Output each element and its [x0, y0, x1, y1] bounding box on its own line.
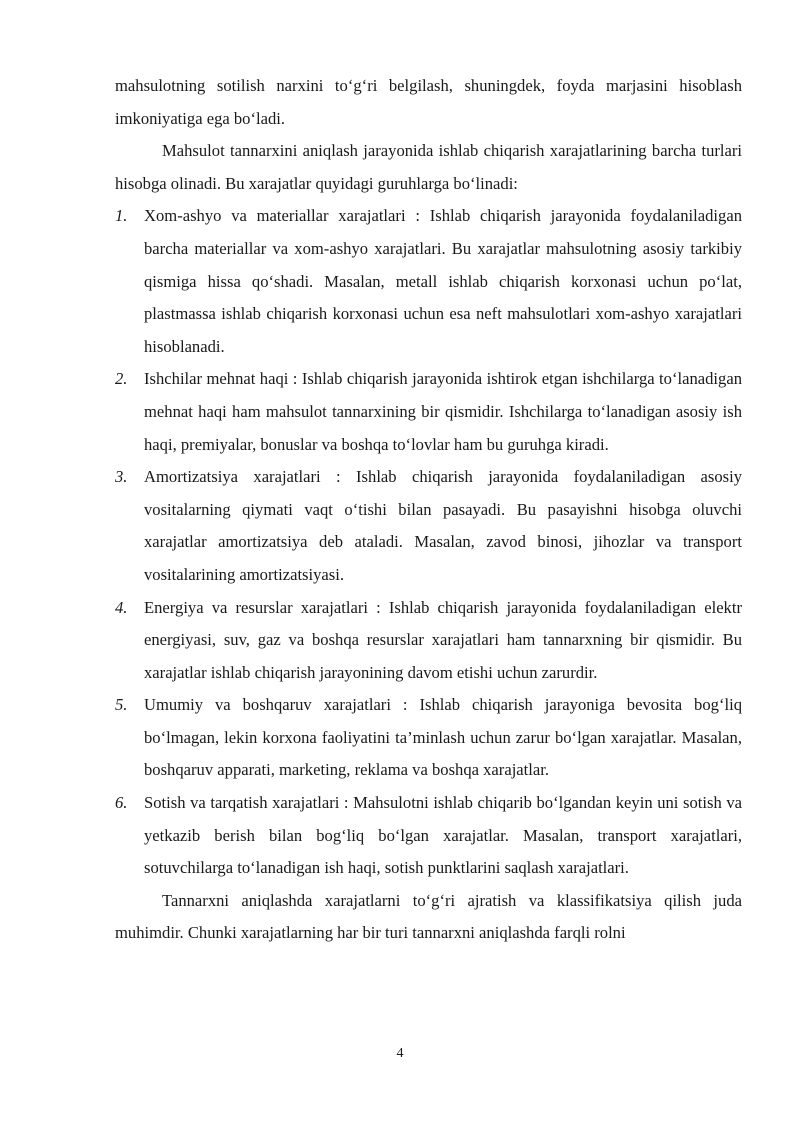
list-item-text: Umumiy va boshqaruv xarajatlari : Ishlab chiqarish jarayoniga bevosita bog‘liq bo‘lmagan, lekin korxona faoliyatini ta’minlash uchun zarur bo‘lgan xarajatlar. Masalan, boshqaruv apparati, marketing, reklama va boshqa xarajatlar. [144, 695, 742, 780]
list-item [115, 363, 742, 461]
list-item-number: 1. [115, 206, 128, 226]
list-item-text: Ishchilar mehnat haqi : Ishlab chiqarish jarayonida ishtirok etgan ishchilarga to‘lanadigan mehnat haqi ham mahsulot tannarxining bir qismidir. Ishchilarga to‘lanadigan asosiy ish haqi, premiyalar, bonuslar va boshqa to‘lovlar ham bu guruhga kiradi. [144, 369, 742, 454]
list-item-number: 2. [115, 369, 128, 389]
list-item-number: 3. [115, 467, 128, 487]
list-item-text: Sotish va tarqatish xarajatlari : Mahsulotni ishlab chiqarib bo‘lgandan keyin uni sotish va yetkazib berish bilan bog‘liq bo‘lgan xarajatlar. Masalan, transport xarajatlari, sotuvchilarga to‘lanadigan ish haqi, sotish punktlarini saqlash xarajatlari. [144, 793, 742, 878]
list-item-text: Amortizatsiya xarajatlari : Ishlab chiqarish jarayonida foydalaniladigan asosiy vositalarning qiymati vaqt o‘tishi bilan pasayadi. Bu pasayishni hisobga oluvchi xarajatlar amortizatsiya deb ataladi. Masalan, zavod binosi, jihozlar va transport vositalarining amortizatsiyasi. [144, 467, 742, 584]
list-item-text: Energiya va resurslar xarajatlari : Ishlab chiqarish jarayonida foydalaniladigan elektr energiyasi, suv, gaz va boshqa resurslar xarajatlari ham tannarxning bir qismidir. Bu xarajatlar ishlab chiqarish jarayonining davom etishi uchun zarurdir. [144, 597, 742, 682]
paragraph-intro: Mahsulot tannarxini aniqlash jarayonida ishlab chiqarish xarajatlarining barcha turlari hisobga olinadi. Bu xarajatlar quyidagi guruhlarga bo‘linadi: [115, 141, 742, 193]
list-item-text: Xom-ashyo va materiallar xarajatlari : Ishlab chiqarish jarayonida foydalaniladigan barcha materiallar va xom-ashyo xarajatlari. Bu xarajatlar mahsulotning asosiy tarkibiy qismiga hissa qo‘shadi. Masalan, metall ishlab chiqarish korxonasi uchun po‘lat, plastmassa ishlab chiqarish korxonasi uchun esa neft mahsulotlari xom-ashyo xarajatlari hisoblanadi. [144, 206, 742, 356]
cost-groups-list [115, 200, 742, 884]
list-item [115, 689, 742, 787]
list-item [115, 200, 742, 363]
paragraph-continuation: mahsulotning sotilish narxini to‘g‘ri belgilash, shuningdek, foyda marjasini hisoblash imkoniyatiga ega bo‘ladi. [115, 76, 742, 128]
list-item-number: 6. [115, 793, 128, 813]
list-item [115, 592, 742, 690]
page-number: 4 [396, 1046, 404, 1061]
list-item [115, 461, 742, 591]
list-item-number: 4. [115, 597, 128, 617]
page-content [115, 70, 742, 950]
paragraph-conclusion: Tannarxni aniqlashda xarajatlarni to‘g‘ri ajratish va klassifikatsiya qilish juda muhimdir. Chunki xarajatlarning har bir turi tannarxni aniqlashda farqli rolni [115, 890, 742, 943]
list-item [115, 787, 742, 885]
list-item-number: 5. [115, 695, 128, 715]
